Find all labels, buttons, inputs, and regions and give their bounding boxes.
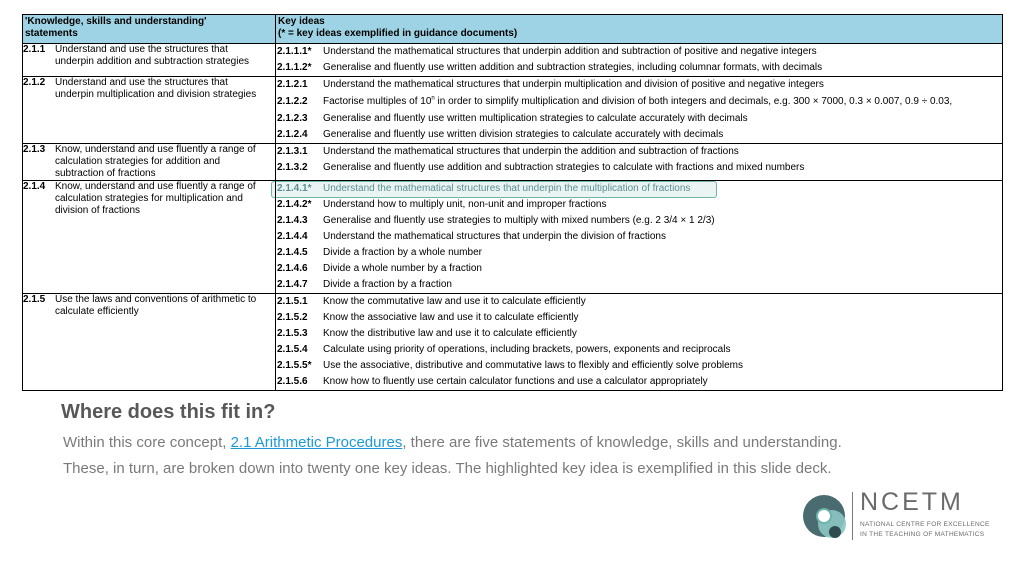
key-idea-code: 2.1.4.3: [277, 215, 308, 226]
ideas-cell: [276, 77, 1003, 144]
key-idea-text: [323, 96, 1002, 108]
logo-tagline-1: NATIONAL CENTRE FOR EXCELLENCE: [860, 521, 990, 528]
logo-wordmark: NCETM: [860, 488, 964, 516]
ideas-cell: [276, 44, 1003, 77]
key-idea-text: Know the associative law and use it to calculate efficiently: [323, 312, 579, 323]
key-idea-text: Understand the mathematical structures that underpin the addition and subtraction of fractions: [323, 146, 739, 157]
key-idea-code: 2.1.3.1: [277, 146, 308, 157]
table-row: [23, 44, 1003, 77]
key-idea-item: [276, 77, 1002, 93]
header-statements-line1: 'Knowledge, skills and understanding': [25, 16, 207, 27]
key-idea-text: Understand the mathematical structures that underpin the division of fractions: [323, 231, 666, 242]
key-idea-item: [276, 213, 1002, 229]
key-idea-code: 2.1.2.1: [277, 79, 308, 90]
key-idea-item: [276, 358, 1002, 374]
ideas-cell: [276, 181, 1003, 294]
key-idea-code: 2.1.4.4: [277, 231, 308, 242]
logo-divider: [852, 492, 853, 540]
key-idea-item: [276, 111, 1002, 127]
key-idea-text: Generalise and fluently use written addition and subtraction strategies, including columnar formats, with decimals: [323, 62, 823, 73]
ideas-cell: [276, 144, 1003, 181]
statement-cell: [23, 181, 276, 294]
fit-heading: Where does this fit in?: [61, 401, 276, 423]
key-idea-code: 2.1.4.1*: [277, 183, 312, 194]
key-idea-code: 2.1.4.6: [277, 263, 308, 274]
key-idea-text: Know how to fluently use certain calculator functions and use a calculator appropriately: [323, 376, 708, 387]
key-idea-item: [276, 144, 1002, 160]
key-idea-text: Generalise and fluently use written division strategies to calculate accurately with decimals: [323, 129, 724, 140]
key-idea-text: Divide a whole number by a fraction: [323, 263, 482, 274]
key-idea-text: Generalise and fluently use strategies to multiply with mixed numbers (e.g. 2 3/4 × 1 2/3): [323, 215, 715, 226]
key-idea-code: 2.1.5.5*: [277, 360, 312, 371]
key-idea-code: 2.1.5.6: [277, 376, 308, 387]
table-header-row: [23, 15, 1003, 44]
logo-tagline-2: IN THE TEACHING OF MATHEMATICS: [860, 531, 985, 538]
header-statements-line2: statements: [25, 28, 78, 39]
header-key-ideas-line1: Key ideas: [278, 16, 325, 27]
key-idea-item: [276, 294, 1002, 310]
statement-text: Use the laws and conventions of arithmetic to calculate efficiently: [55, 294, 257, 317]
key-idea-item: [276, 374, 1002, 390]
key-idea-text: Know the distributive law and use it to calculate efficiently: [323, 328, 577, 339]
statement-text: Know, understand and use fluently a range of calculation strategies for multiplication and division of fractions: [55, 181, 256, 216]
key-idea-item: [276, 277, 1002, 293]
key-idea-text: Understand the mathematical structures that underpin multiplication and division of positive and negative integers: [323, 79, 824, 90]
exponent-superscript: n: [431, 95, 435, 102]
statement-cell: [23, 44, 276, 77]
key-idea-text: Calculate using priority of operations, including brackets, powers, exponents and reciprocals: [323, 344, 731, 355]
key-idea-code: 2.1.5.1: [277, 296, 308, 307]
key-idea-text: Generalise and fluently use addition and subtraction strategies to calculate with fractions and mixed numbers: [323, 162, 805, 173]
fit-paragraph-1: [63, 434, 842, 451]
statement-text: Understand and use the structures that underpin multiplication and division strategies: [55, 77, 257, 100]
key-idea-item-highlighted: [276, 181, 1002, 197]
key-idea-code: 2.1.4.2*: [277, 199, 312, 210]
table-row: [23, 181, 1003, 294]
fit-para1-before: Within this core concept,: [63, 434, 231, 451]
key-idea-text-before: Factorise multiples of 10: [323, 96, 432, 107]
key-idea-code: 2.1.2.4: [277, 129, 308, 140]
logo-circle-dot: [829, 526, 841, 538]
key-idea-item: [276, 261, 1002, 277]
logo-circle-small: [817, 509, 831, 523]
arithmetic-procedures-link[interactable]: 2.1 Arithmetic Procedures: [230, 434, 403, 451]
key-idea-text: Know the commutative law and use it to calculate efficiently: [323, 296, 586, 307]
table-row: [23, 77, 1003, 144]
fit-para1-after: , there are five statements of knowledge, skills and understanding.: [402, 434, 842, 451]
key-idea-text: Generalise and fluently use written multiplication strategies to calculate accurately with decimals: [323, 113, 748, 124]
key-idea-text: Divide a fraction by a whole number: [323, 247, 482, 258]
key-idea-text: Understand the mathematical structures that underpin the multiplication of fractions: [323, 183, 691, 194]
header-key-ideas: [276, 15, 1003, 44]
key-idea-item: [276, 197, 1002, 213]
ideas-cell: [276, 294, 1003, 391]
statement-cell: [23, 144, 276, 181]
key-idea-item: [276, 127, 1002, 143]
key-idea-text: Understand how to multiply unit, non-unit and improper fractions: [323, 199, 607, 210]
statement-code: 2.1.5: [23, 294, 46, 305]
key-idea-item: [276, 342, 1002, 358]
key-idea-code: 2.1.5.3: [277, 328, 308, 339]
header-statements: [23, 15, 276, 44]
key-idea-item: [276, 44, 1002, 60]
key-idea-text: Understand the mathematical structures that underpin addition and subtraction of positive and negative integers: [323, 46, 817, 57]
key-idea-code: 2.1.1.1*: [277, 46, 312, 57]
statement-text: Know, understand and use fluently a range of calculation strategies for addition and subtraction of fractions: [55, 144, 256, 179]
key-idea-item: [276, 93, 1002, 111]
key-ideas-table: [22, 14, 1003, 391]
key-idea-code: 2.1.2.3: [277, 113, 308, 124]
key-idea-item: [276, 229, 1002, 245]
key-idea-text: Divide a fraction by a fraction: [323, 279, 452, 290]
key-idea-item: [276, 310, 1002, 326]
key-idea-code: 2.1.4.5: [277, 247, 308, 258]
key-idea-code: 2.1.5.4: [277, 344, 308, 355]
key-idea-code: 2.1.1.2*: [277, 62, 312, 73]
statement-code: 2.1.4: [23, 181, 46, 192]
fit-paragraph-2: These, in turn, are broken down into twenty one key ideas. The highlighted key idea is exemplified in this slide deck.: [63, 460, 832, 477]
key-idea-item: [276, 60, 1002, 76]
statement-code: 2.1.3: [23, 144, 46, 155]
key-idea-item: [276, 326, 1002, 342]
key-idea-item: [276, 160, 1002, 176]
key-idea-code: 2.1.2.2: [277, 96, 308, 107]
key-idea-text-after: in order to simplify multiplication and division of both integers and decimals, e.g. 300 × 7000, 0.3 × 0.007, 0.9 ÷ 0.03,: [434, 96, 953, 107]
statement-code: 2.1.2: [23, 77, 46, 88]
statement-code: 2.1.1: [23, 44, 46, 55]
key-idea-text: Use the associative, distributive and commutative laws to flexibly and efficiently solve problems: [323, 360, 744, 371]
key-idea-code: 2.1.3.2: [277, 162, 308, 173]
table-row: [23, 144, 1003, 181]
statement-cell: [23, 77, 276, 144]
table-row: [23, 294, 1003, 391]
key-idea-code: 2.1.5.2: [277, 312, 308, 323]
statement-text: Understand and use the structures that underpin addition and subtraction strategies: [55, 44, 250, 67]
header-key-ideas-line2: (* = key ideas exemplified in guidance documents): [278, 28, 518, 39]
statement-cell: [23, 294, 276, 391]
key-idea-code: 2.1.4.7: [277, 279, 308, 290]
key-idea-item: [276, 245, 1002, 261]
